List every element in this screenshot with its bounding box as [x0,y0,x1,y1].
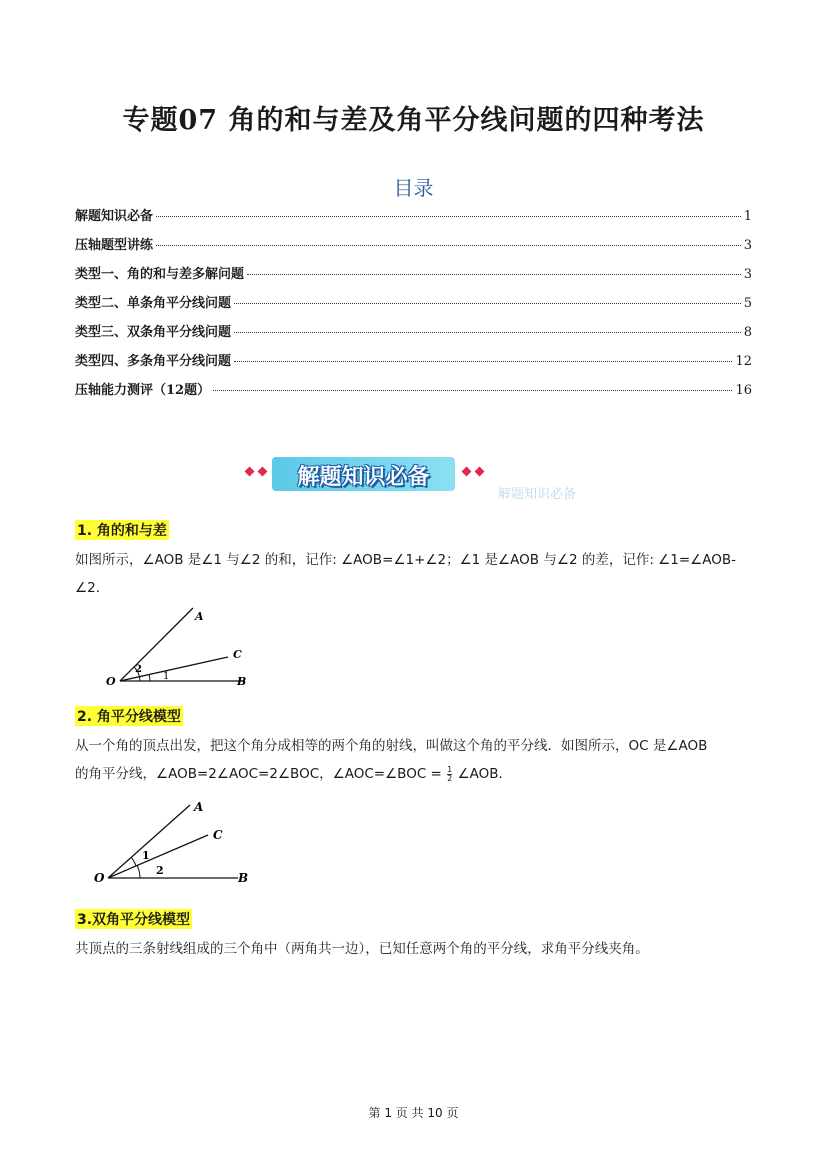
fraction-half [447,766,452,783]
banner-title: 解题知识必备 [297,465,430,490]
toc-entry-page: 12 [735,354,752,369]
section2-line2-start: 的角平分线，∠AOB=2∠AOC=2∠BOC，∠AOC=∠BOC = [75,766,442,782]
toc-entry-label: 压轴能力测评（12题） [75,383,211,398]
banner-subtitle: 解题知识必备 [498,487,577,502]
section3-text [75,935,755,963]
label-b: B [237,675,247,688]
toc-entry[interactable] [75,292,752,321]
label-b: B [238,871,249,885]
toc-entry[interactable] [75,321,752,350]
toc-entry-label: 类型一、角的和与差多解问题 [75,267,245,282]
toc-entry[interactable] [75,379,752,408]
label-a: A [194,800,204,814]
toc-entry-page: 1 [743,209,752,224]
toc-entry[interactable] [75,350,752,379]
ray-oa [120,608,193,681]
label-angle-2: 2 [156,864,164,877]
toc-entry-page: 16 [735,383,752,398]
toc-entry-label: 类型二、单条角平分线问题 [75,296,232,311]
label-a: A [195,610,204,623]
label-o: O [94,871,105,885]
page-footer: 第 1 页 共 10 页 [368,1106,459,1120]
toc-leader [247,274,741,275]
toc-entry-page: 3 [743,238,752,253]
angle-arc-1 [149,674,150,681]
toc-entry[interactable] [75,205,752,234]
diamond-icon [245,467,255,477]
fraction-denominator: 2 [447,773,453,783]
label-c: C [233,648,242,661]
toc-entry-label: 类型三、双条角平分线问题 [75,325,232,340]
toc-entry-label: 压轴题型讲练 [75,238,154,253]
toc-leader [156,245,741,246]
ray-oa [108,805,190,878]
angle-bisector-figure [90,795,260,890]
section1-line2: ∠2． [75,580,110,596]
label-c: C [213,828,223,842]
toc-entry-page: 3 [743,267,752,282]
label-angle-1: 1 [142,849,150,862]
page-title: 专题07 角的和与差及角平分线问题的四种考法 [122,105,705,136]
section-banner [0,455,827,505]
diamond-icon [462,467,472,477]
section3-line1: 共顶点的三条射线组成的三个角中（两角共一边），已知任意两个角的平分线，求角平分线夹角。 [75,941,649,957]
label-o: O [106,675,116,688]
toc-heading: 目录 [393,176,434,200]
section1-line1: 如图所示，∠AOB 是∠1 与∠2 的和，记作: ∠AOB=∠1+∠2；∠1 是∠AOB 与∠2 的差，记作: ∠1=∠AOB- [75,552,737,568]
toc-entry[interactable] [75,234,752,263]
section2-text [75,732,755,788]
toc-entry-label: 解题知识必备 [75,209,154,224]
diamond-icon [258,467,268,477]
section2-line2 [75,760,755,788]
toc-entry-page: 8 [743,325,752,340]
angle-sum-figure [100,600,260,690]
toc-entry-label: 类型四、多条角平分线问题 [75,354,232,369]
section2-line2-end: ∠AOB． [457,766,513,782]
section2-heading: 2. 角平分线模型 [75,706,183,726]
toc-leader [234,332,741,333]
toc-leader [213,390,732,391]
section1-text [75,546,755,602]
label-angle-1: 1 [163,671,170,682]
toc-leader [156,216,741,217]
toc-entry-page: 5 [743,296,752,311]
diamond-icon [475,467,485,477]
fraction-numerator: 1 [447,764,453,774]
angle-arc-2 [137,865,140,878]
table-of-contents [75,205,752,408]
section2-line1: 从一个角的顶点出发，把这个角分成相等的两个角的射线，叫做这个角的平分线．如图所示，OC 是∠AOB [75,738,708,754]
section3-heading: 3.双角平分线模型 [75,909,192,929]
toc-entry[interactable] [75,263,752,292]
angle-arc-1 [131,857,136,866]
toc-leader [234,303,741,304]
toc-leader [234,361,732,362]
section1-heading: 1. 角的和与差 [75,520,169,540]
label-angle-2: 2 [135,664,142,675]
